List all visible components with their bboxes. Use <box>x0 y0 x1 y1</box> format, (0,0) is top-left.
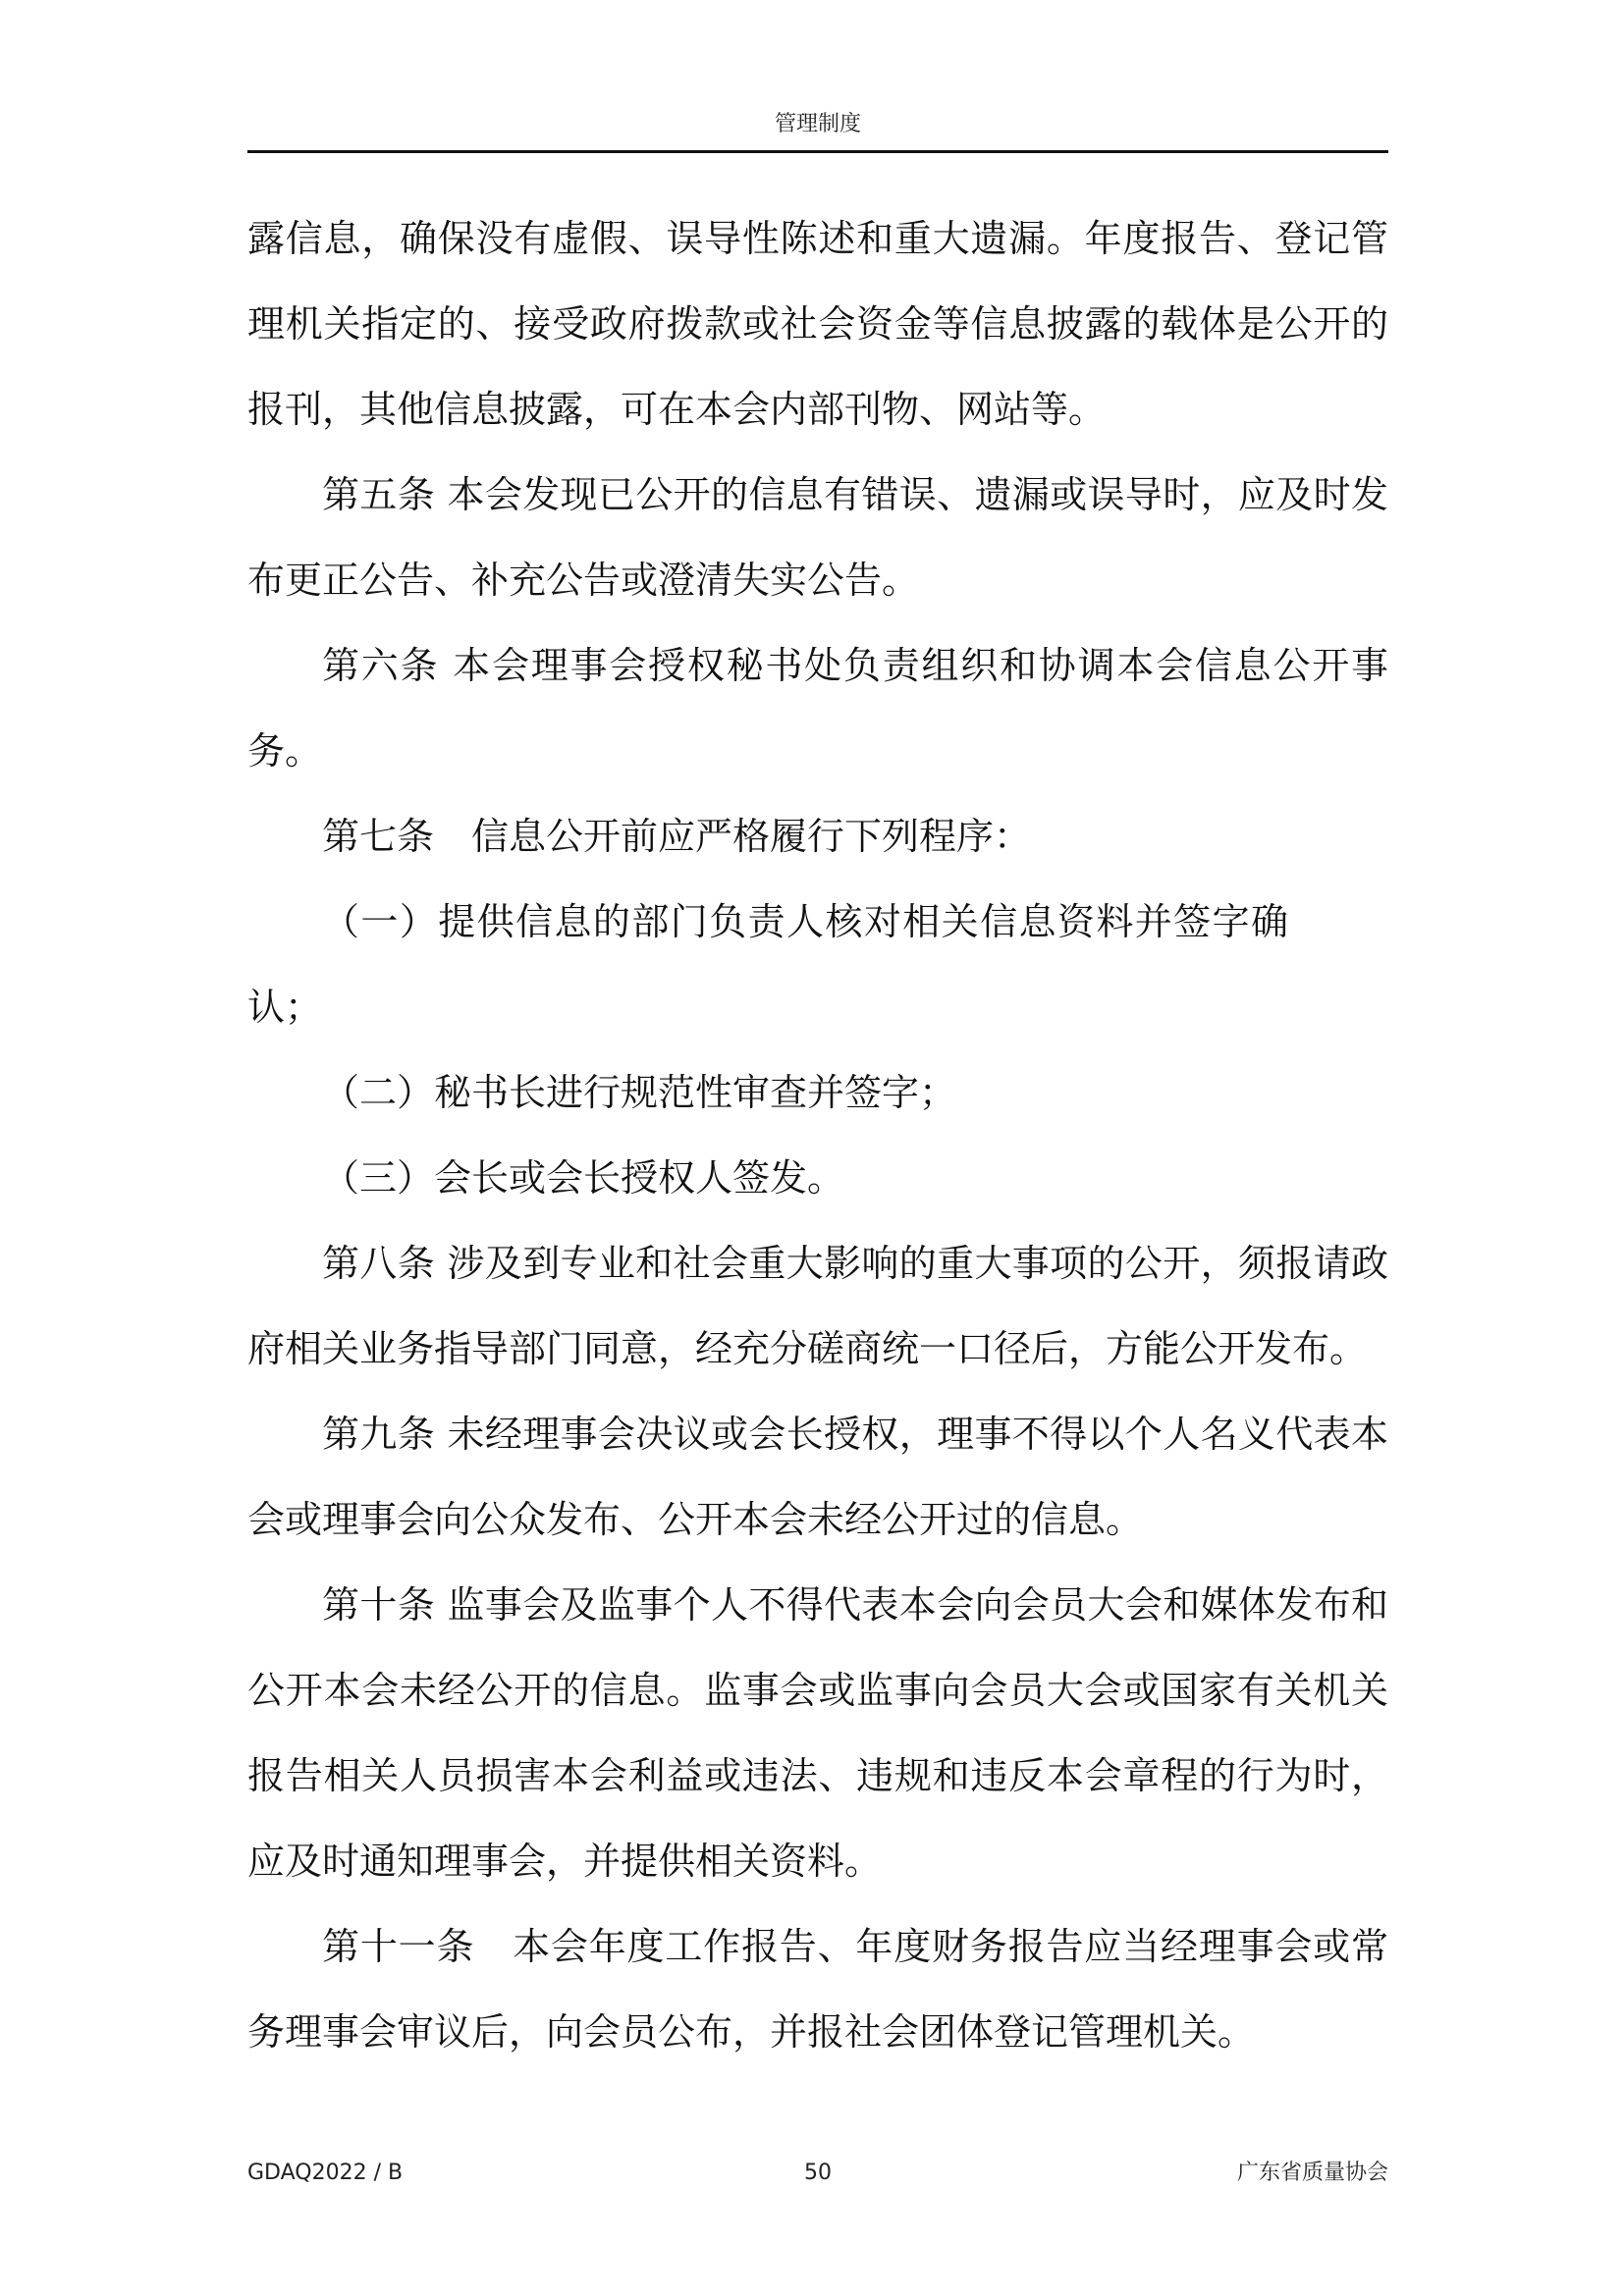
footer-doc-code: GDAQ2022 / B <box>247 2161 404 2185</box>
header-rule <box>247 150 1388 153</box>
footer-organization: 广东省质量协会 <box>1236 2161 1388 2185</box>
page-footer <box>247 2156 1388 2191</box>
paragraph-procedure-1: （一）提供信息的部门负责人核对相关信息资料并签字确认； <box>247 900 1288 1029</box>
paragraph-continuation: 露信息，确保没有虚假、误导性陈述和重大遗漏。年度报告、登记管理机关指定的、接受政府拨款或社会资金等信息披露的载体是公开的报刊，其他信息披露，可在本会内部刊物、网站等。 <box>247 217 1388 431</box>
paragraph-procedure-2: （二）秘书长进行规范性审查并签字； <box>322 1071 957 1114</box>
document-body <box>247 196 1388 2075</box>
paragraph-article-8: 第八条 涉及到专业和社会重大影响的重大事项的公开，须报请政府相关业务指导部门同意，经充分磋商统一口径后，方能公开发布。 <box>247 1242 1388 1370</box>
paragraph-article-6: 第六条 本会理事会授权秘书处负责组织和协调本会信息公开事务。 <box>247 644 1388 773</box>
paragraph-article-5: 第五条 本会发现已公开的信息有错误、遗漏或误导时，应及时发布更正公告、补充公告或澄清失实公告。 <box>247 473 1388 602</box>
paragraph-article-7: 第七条 信息公开前应严格履行下列程序： <box>322 815 1032 858</box>
header-title: 管理制度 <box>774 112 861 136</box>
paragraph-article-11: 第十一条 本会年度工作报告、年度财务报告应当经理事会或常务理事会审议后，向会员公布，并报社会团体登记管理机关。 <box>247 1925 1388 2054</box>
page-header <box>247 110 1388 153</box>
paragraph-procedure-3: （三）会长或会长授权人签发。 <box>322 1156 845 1200</box>
paragraph-article-9: 第九条 未经理事会决议或会长授权，理事不得以个人名义代表本会或理事会向公众发布、公开本会未经公开过的信息。 <box>247 1413 1388 1541</box>
footer-page-number: 50 <box>804 2161 832 2185</box>
paragraph-article-10: 第十条 监事会及监事个人不得代表本会向会员大会和媒体发布和公开本会未经公开的信息。监事会或监事向会员大会或国家有关机关报告相关人员损害本会利益或违法、违规和违反本会章程的行为时，应及时通知理事会，并提供相关资料。 <box>247 1583 1388 1883</box>
